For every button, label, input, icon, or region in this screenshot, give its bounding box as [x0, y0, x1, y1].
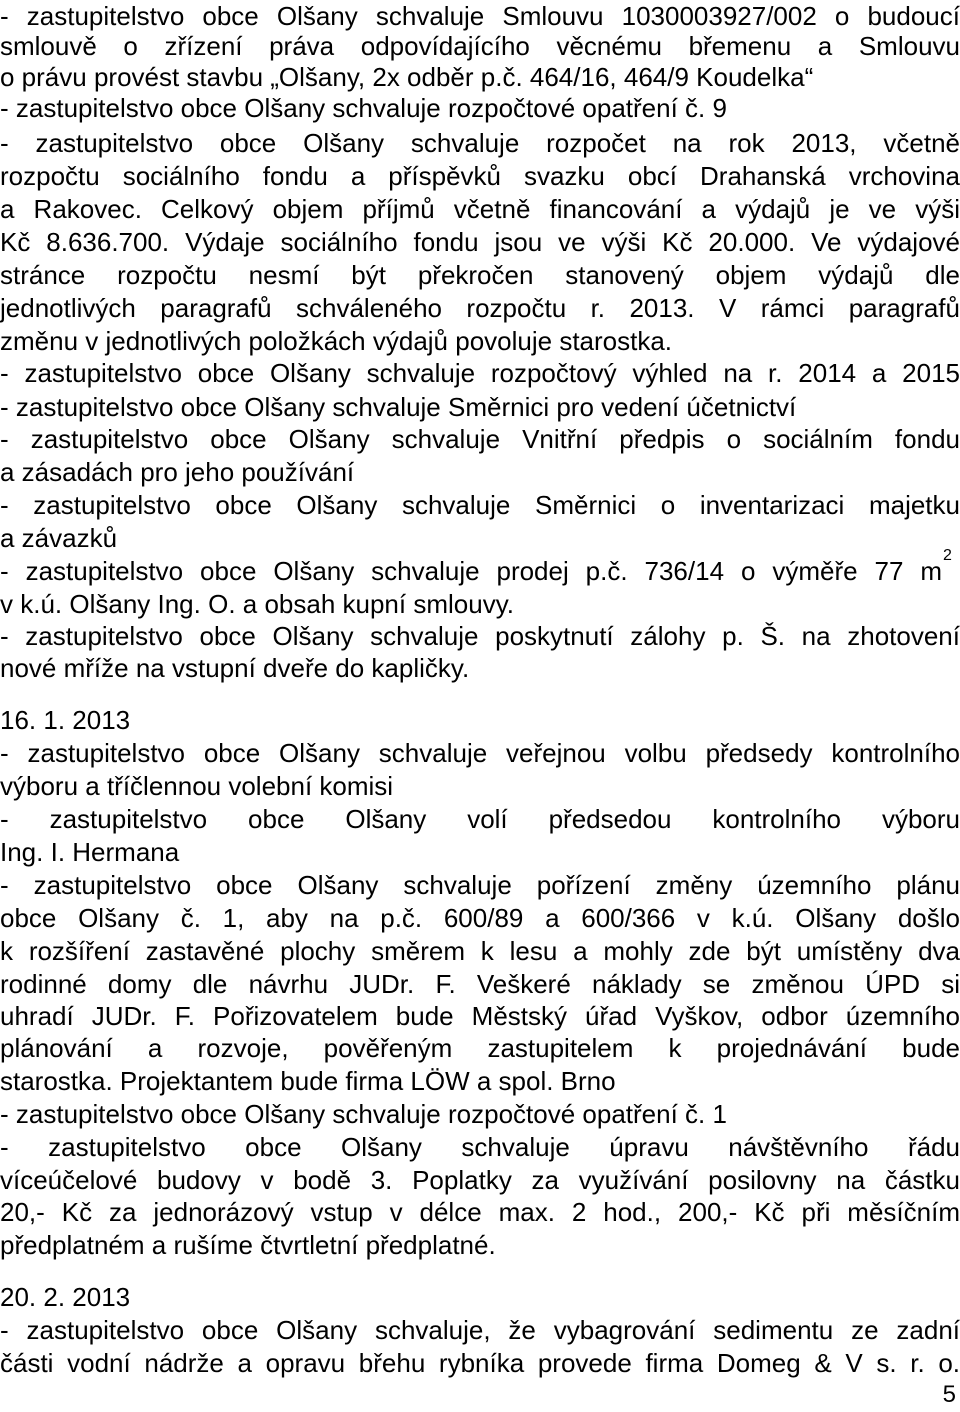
text-line: jednotlivých paragrafů schváleného rozpočtu r. 2013. V rámci paragrafů: [0, 293, 960, 323]
text-line: a Rakovec. Celkový objem příjmů včetně financování a výdajů je ve výši: [0, 194, 960, 224]
text-line: rodinné domy dle návrhu JUDr. F. Veškeré náklady se změnou ÚPD si: [0, 969, 960, 999]
text-line: starostka. Projektantem bude firma LÖW a spol. Brno: [0, 1066, 616, 1096]
text-line: - zastupitelstvo obce Olšany schvaluje Vnitřní předpis o sociálním fondu: [0, 424, 960, 454]
text-line: změnu v jednotlivých položkách výdajů povoluje starostka.: [0, 326, 673, 356]
text-line: výboru a tříčlennou volební komisi: [0, 771, 394, 801]
text-line: stránce rozpočtu nesmí být překročen stanovený objem výdajů dle: [0, 260, 960, 290]
text-line: - zastupitelstvo obce Olšany schvaluje úpravu návštěvního řádu: [0, 1132, 960, 1162]
text-line: - zastupitelstvo obce Olšany schvaluje rozpočtové opatření č. 9: [0, 93, 727, 123]
text-line: - zastupitelstvo obce Olšany schvaluje rozpočtové opatření č. 1: [0, 1099, 727, 1129]
text-line: 20,- Kč za jednorázový vstup v délce max. 2 hod., 200,- Kč při měsíčním: [0, 1197, 960, 1227]
superscript-area-unit: 2: [943, 547, 952, 564]
text-line: o právu provést stavbu „Olšany, 2x odběr p.č. 464/16, 464/9 Koudelka“: [0, 62, 814, 92]
text-line: - zastupitelstvo obce Olšany schvaluje Směrnici o inventarizaci majetku: [0, 490, 960, 520]
text-line: víceúčelové budovy v bodě 3. Poplatky za využívání posilovny na částku: [0, 1165, 960, 1195]
text-line: - zastupitelstvo obce Olšany schvaluje, že vybagrování sedimentu ze zadní: [0, 1315, 960, 1345]
text-line: - zastupitelstvo obce Olšany volí předsedou kontrolního výboru: [0, 804, 960, 834]
text-line: nové mříže na vstupní dveře do kapličky.: [0, 653, 470, 683]
text-line: - zastupitelstvo obce Olšany schvaluje veřejnou volbu předsedy kontrolního: [0, 738, 960, 768]
text-line: - zastupitelstvo obce Olšany schvaluje Směrnici pro vedení účetnictví: [0, 392, 797, 422]
text-line: rozpočtu sociálního fondu a příspěvků svazku obcí Drahanská vrchovina: [0, 161, 960, 191]
text-line: plánování a rozvoje, pověřeným zastupitelem k projednávání bude: [0, 1033, 960, 1063]
text-line: - zastupitelstvo obce Olšany schvaluje rozpočtový výhled na r. 2014 a 2015: [0, 358, 960, 388]
text-line: - zastupitelstvo obce Olšany schvaluje Smlouvu 1030003927/002 o budoucí: [0, 1, 960, 31]
text-line: v k.ú. Olšany Ing. O. a obsah kupní smlouvy.: [0, 589, 514, 619]
text-line: - zastupitelstvo obce Olšany schvaluje pořízení změny územního plánu: [0, 870, 960, 900]
page-number: 5: [942, 1381, 956, 1408]
text-line: - zastupitelstvo obce Olšany schvaluje prodej p.č. 736/14 o výměře 77 m: [0, 556, 942, 586]
section-date: 16. 1. 2013: [0, 705, 131, 735]
text-line: smlouvě o zřízení práva odpovídajícího věcnému břemenu a Smlouvu: [0, 31, 960, 61]
text-line: uhradí JUDr. F. Pořizovatelem bude Městský úřad Vyškov, odbor územního: [0, 1001, 960, 1031]
text-line: a závazků: [0, 523, 118, 553]
text-line: obce Olšany č. 1, aby na p.č. 600/89 a 600/366 v k.ú. Olšany došlo: [0, 903, 960, 933]
text-line: k rozšíření zastavěné plochy směrem k lesu a mohly zde být umístěny dva: [0, 936, 960, 966]
text-line: - zastupitelstvo obce Olšany schvaluje rozpočet na rok 2013, včetně: [0, 128, 960, 158]
text-line: a zásadách pro jeho používání: [0, 457, 355, 487]
text-line: části vodní nádrže a opravu břehu rybníka provede firma Domeg & V s. r. o.: [0, 1348, 960, 1378]
text-line: - zastupitelstvo obce Olšany schvaluje poskytnutí zálohy p. Š. na zhotovení: [0, 621, 960, 651]
section-date: 20. 2. 2013: [0, 1282, 131, 1312]
text-line: Ing. I. Hermana: [0, 837, 180, 867]
text-line: Kč 8.636.700. Výdaje sociálního fondu jsou ve výši Kč 20.000. Ve výdajové: [0, 227, 960, 257]
text-line: předplatném a rušíme čtvrtletní předplatné.: [0, 1230, 496, 1260]
